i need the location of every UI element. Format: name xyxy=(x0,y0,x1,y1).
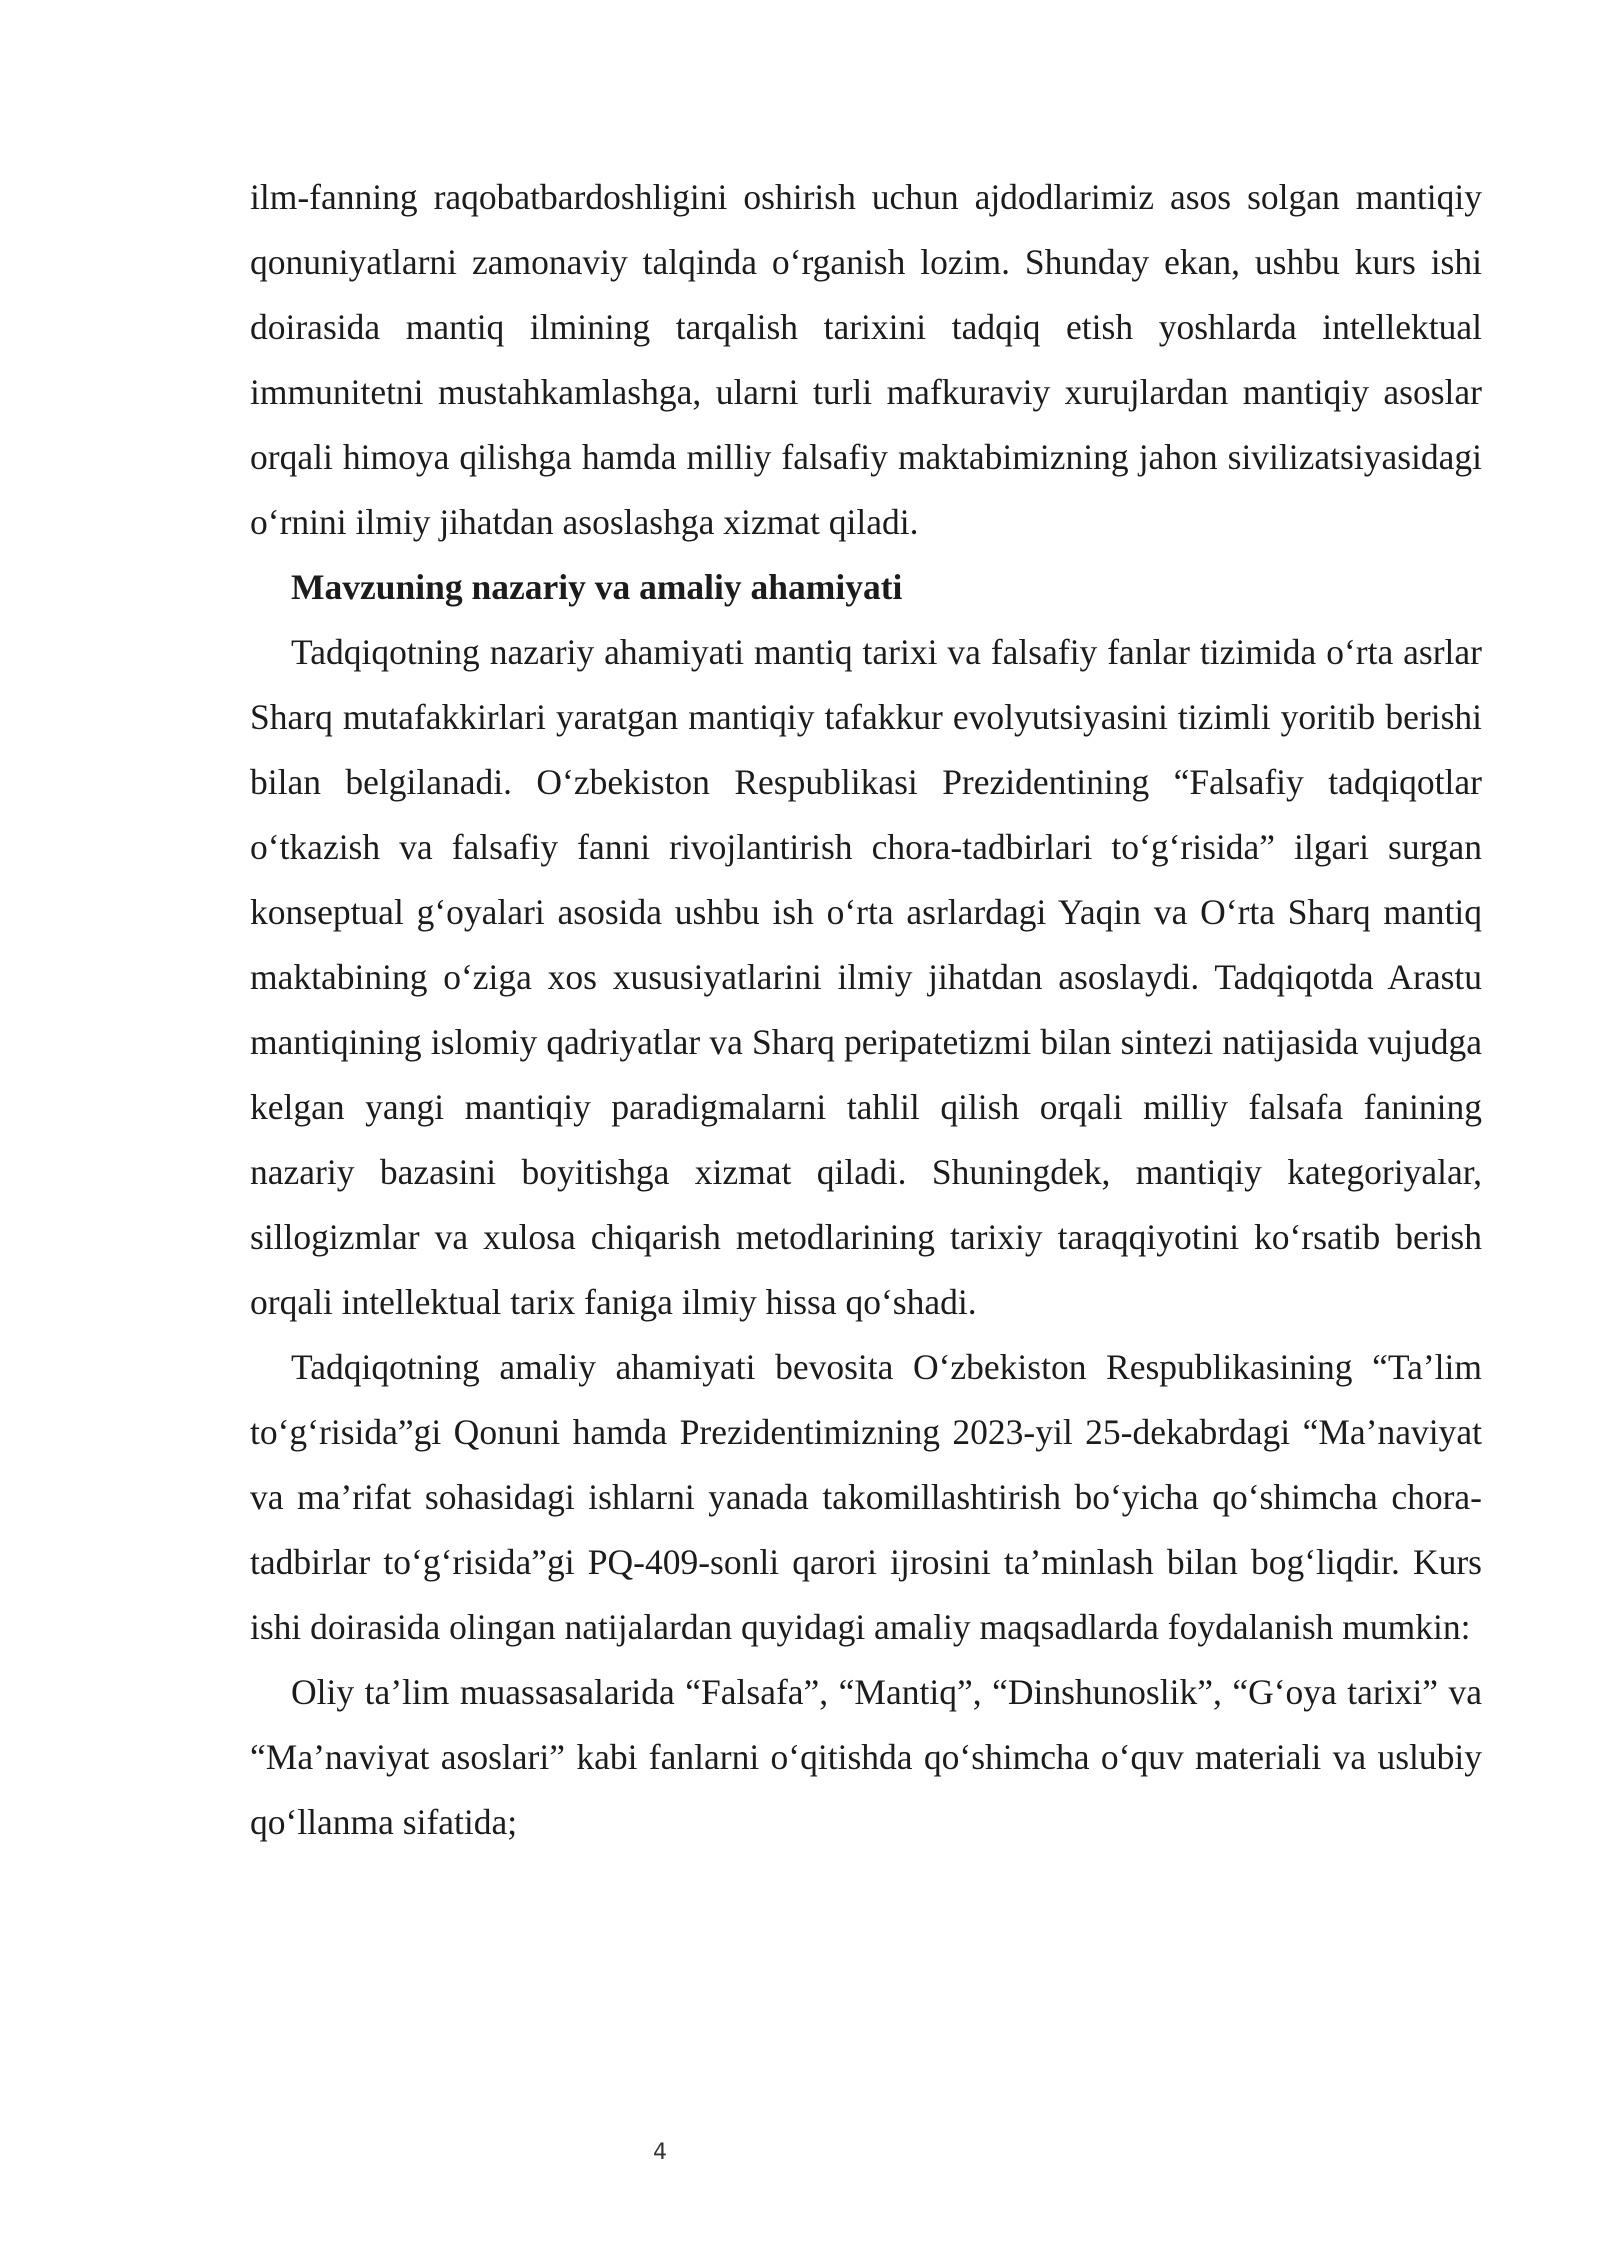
paragraph-list-item: Oliy ta’lim muassasalarida “Falsafa”, “Mantiq”, “Dinshunoslik”, “G‘oya tarixi” va “Ma’naviyat asoslari” kabi fanlarni o‘qitishda qo‘shimcha o‘quv materiali va uslubiy qo‘llanma sifatida; xyxy=(250,1672,1482,1842)
paragraph-practical-significance: Tadqiqotning amaliy ahamiyati bevosita O‘zbekiston Respublikasining “Ta’lim to‘g‘risida”gi Qonuni hamda Prezidentimizning 2023-yil 25-dekabrdagi “Ma’naviyat va ma’rifat sohasidagi ishlarni yanada takomillashtirish bo‘yicha qo‘shimcha chora-tadbirlar to‘g‘risida”gi PQ-409-sonli qarori ijrosini ta’minlash bilan bog‘liqdir. Kurs ishi doirasida olingan natijalardan quyidagi amaliy maqsadlarda foydalanish mumkin: xyxy=(250,1347,1482,1647)
body-text xyxy=(250,165,1482,1855)
page-number: 4 xyxy=(653,2140,667,2165)
paragraph-continuation: ilm-fanning raqobatbardoshligini oshirish uchun ajdodlarimiz asos solgan mantiqiy qonuniyatlarni zamonaviy talqinda o‘rganish lozim. Shunday ekan, ushbu kurs ishi doirasida mantiq ilmining tarqalish tarixini tadqiq etish yoshlarda intellektual immunitetni mustahkamlashga, ularni turli mafkuraviy xurujlardan mantiqiy asoslar orqali himoya qilishga hamda milliy falsafiy maktabimizning jahon sivilizatsiyasidagi o‘rnini ilmiy jihatdan asoslashga xizmat qiladi. xyxy=(250,177,1482,542)
paragraph-theoretical-significance: Tadqiqotning nazariy ahamiyati mantiq tarixi va falsafiy fanlar tizimida o‘rta asrlar Sharq mutafakkirlari yaratgan mantiqiy tafakkur evolyutsiyasini tizimli yoritib berishi bilan belgilanadi. O‘zbekiston Respublikasi Prezidentining “Falsafiy tadqiqotlar o‘tkazish va falsafiy fanni rivojlantirish chora-tadbirlari to‘g‘risida” ilgari surgan konseptual g‘oyalari asosida ushbu ish o‘rta asrlardagi Yaqin va O‘rta Sharq mantiq maktabining o‘ziga xos xususiyatlarini ilmiy jihatdan asoslaydi. Tadqiqotda Arastu mantiqining islomiy qadriyatlar va Sharq peripatetizmi bilan sintezi natijasida vujudga kelgan yangi mantiqiy paradigmalarni tahlil qilish orqali milliy falsafa fanining nazariy bazasini boyitishga xizmat qiladi. Shuningdek, mantiqiy kategoriyalar, sillogizmlar va xulosa chiqarish metodlarining tarixiy taraqqiyotini ko‘rsatib berish orqali intellektual tarix faniga ilmiy hissa qo‘shadi. xyxy=(250,632,1482,1322)
section-heading: Mavzuning nazariy va amaliy ahamiyati xyxy=(291,567,903,607)
